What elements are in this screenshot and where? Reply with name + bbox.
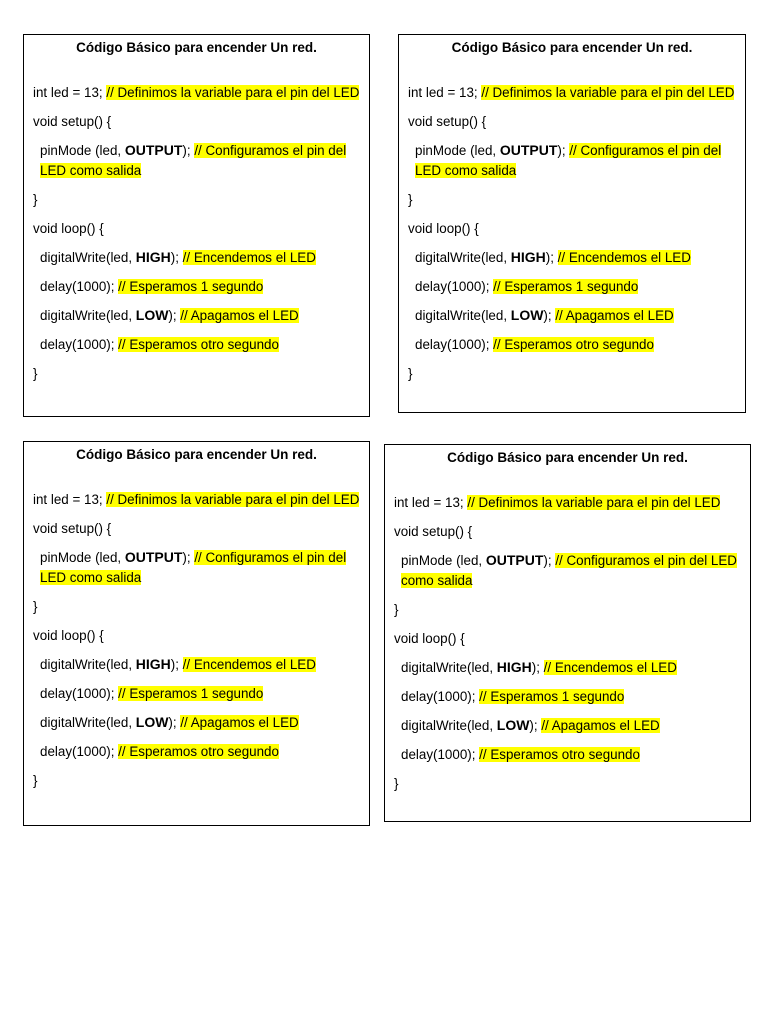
comment-int: // Definimos la variable para el pin del LED bbox=[106, 85, 360, 100]
code-line-loop: void loop() { bbox=[33, 220, 104, 236]
code-line-digitalwrite-low: digitalWrite(led, LOW); // Apagamos el LED bbox=[401, 716, 660, 733]
code-line-delay-1: delay(1000); // Esperamos 1 segundo bbox=[415, 278, 639, 294]
code-line-int: int led = 13; // Definimos la variable para el pin del LED bbox=[33, 85, 360, 100]
comment-dw-low: // Apagamos el LED bbox=[541, 717, 660, 733]
comment-delay-2: // Esperamos otro segundo bbox=[493, 336, 654, 352]
code-line-pinmode: pinMode (led, OUTPUT); // Configuramos el pin del LED como salida bbox=[40, 142, 347, 178]
code-line-close-setup: } bbox=[394, 601, 399, 617]
code-line-int: int led = 13; // Definimos la variable para el pin del LED bbox=[394, 495, 721, 510]
comment-pinmode: // Configuramos el pin del LED como salida bbox=[40, 143, 347, 178]
code-line-delay-2: delay(1000); // Esperamos otro segundo bbox=[401, 746, 640, 762]
code-line-digitalwrite-low: digitalWrite(led, LOW); // Apagamos el LED bbox=[40, 713, 299, 730]
comment-dw-high: // Encendemos el LED bbox=[182, 656, 316, 672]
card-title: Código Básico para encender Un red. bbox=[451, 40, 693, 55]
code-line-setup: void setup() { bbox=[33, 521, 112, 536]
code-line-close-loop: } bbox=[33, 365, 38, 381]
code-line-digitalwrite-low: digitalWrite(led, LOW); // Apagamos el LED bbox=[415, 306, 674, 323]
code-card-1 bbox=[23, 34, 370, 417]
code-line-close-loop: } bbox=[33, 772, 38, 788]
comment-delay-1: // Esperamos 1 segundo bbox=[118, 278, 264, 294]
comment-delay-1: // Esperamos 1 segundo bbox=[479, 688, 625, 704]
comment-int: // Definimos la variable para el pin del LED bbox=[106, 492, 360, 507]
code-line-delay-2: delay(1000); // Esperamos otro segundo bbox=[40, 336, 279, 352]
comment-dw-low: // Apagamos el LED bbox=[180, 307, 299, 323]
comment-dw-low: // Apagamos el LED bbox=[180, 714, 299, 730]
card-title: Código Básico para encender Un red. bbox=[76, 447, 317, 462]
code-card-4 bbox=[384, 444, 751, 822]
code-line-delay-2: delay(1000); // Esperamos otro segundo bbox=[415, 336, 654, 352]
code-line-int: int led = 13; // Definimos la variable para el pin del LED bbox=[408, 85, 735, 100]
comment-dw-high: // Encendemos el LED bbox=[557, 249, 691, 265]
code-line-delay-2: delay(1000); // Esperamos otro segundo bbox=[40, 743, 279, 759]
code-line-pinmode: pinMode (led, OUTPUT); // Configuramos el pin del LED como salida bbox=[415, 142, 722, 178]
code-block bbox=[33, 490, 360, 790]
code-line-delay-1: delay(1000); // Esperamos 1 segundo bbox=[40, 278, 264, 294]
code-line-close-loop: } bbox=[408, 365, 413, 381]
code-line-digitalwrite-high: digitalWrite(led, HIGH); // Encendemos el LED bbox=[40, 248, 316, 265]
code-line-pinmode: pinMode (led, OUTPUT); // Configuramos el pin del LED como salida bbox=[401, 552, 737, 588]
code-line-close-setup: } bbox=[33, 598, 38, 614]
code-block bbox=[33, 83, 360, 383]
comment-delay-2: // Esperamos otro segundo bbox=[118, 336, 279, 352]
code-line-loop: void loop() { bbox=[33, 627, 104, 643]
code-card-3 bbox=[23, 441, 370, 826]
comment-delay-2: // Esperamos otro segundo bbox=[118, 743, 279, 759]
code-line-setup: void setup() { bbox=[33, 114, 112, 129]
comment-pinmode: // Configuramos el pin del LED como salida bbox=[40, 550, 347, 585]
code-line-setup: void setup() { bbox=[394, 524, 473, 539]
code-line-close-loop: } bbox=[394, 775, 399, 791]
comment-dw-high: // Encendemos el LED bbox=[182, 249, 316, 265]
code-line-loop: void loop() { bbox=[408, 220, 479, 236]
comment-int: // Definimos la variable para el pin del LED bbox=[467, 495, 721, 510]
comment-dw-high: // Encendemos el LED bbox=[543, 659, 677, 675]
code-line-close-setup: } bbox=[408, 191, 413, 207]
code-line-int: int led = 13; // Definimos la variable para el pin del LED bbox=[33, 492, 360, 507]
comment-delay-2: // Esperamos otro segundo bbox=[479, 746, 640, 762]
code-line-digitalwrite-high: digitalWrite(led, HIGH); // Encendemos el LED bbox=[40, 655, 316, 672]
code-line-loop: void loop() { bbox=[394, 630, 465, 646]
code-line-delay-1: delay(1000); // Esperamos 1 segundo bbox=[401, 688, 625, 704]
code-line-delay-1: delay(1000); // Esperamos 1 segundo bbox=[40, 685, 264, 701]
code-line-digitalwrite-low: digitalWrite(led, LOW); // Apagamos el LED bbox=[40, 306, 299, 323]
code-block bbox=[408, 83, 736, 383]
comment-pinmode: // Configuramos el pin del LED como salida bbox=[401, 553, 737, 588]
comment-dw-low: // Apagamos el LED bbox=[555, 307, 674, 323]
code-line-pinmode: pinMode (led, OUTPUT); // Configuramos el pin del LED como salida bbox=[40, 549, 347, 585]
code-block bbox=[394, 493, 741, 793]
comment-delay-1: // Esperamos 1 segundo bbox=[118, 685, 264, 701]
comment-int: // Definimos la variable para el pin del LED bbox=[481, 85, 735, 100]
card-title: Código Básico para encender Un red. bbox=[447, 450, 688, 465]
code-card-2 bbox=[398, 34, 746, 413]
code-line-digitalwrite-high: digitalWrite(led, HIGH); // Encendemos el LED bbox=[401, 658, 677, 675]
card-title: Código Básico para encender Un red. bbox=[76, 40, 317, 55]
comment-pinmode: // Configuramos el pin del LED como salida bbox=[415, 143, 722, 178]
code-line-close-setup: } bbox=[33, 191, 38, 207]
code-line-digitalwrite-high: digitalWrite(led, HIGH); // Encendemos el LED bbox=[415, 248, 691, 265]
code-line-setup: void setup() { bbox=[408, 114, 487, 129]
comment-delay-1: // Esperamos 1 segundo bbox=[493, 278, 639, 294]
